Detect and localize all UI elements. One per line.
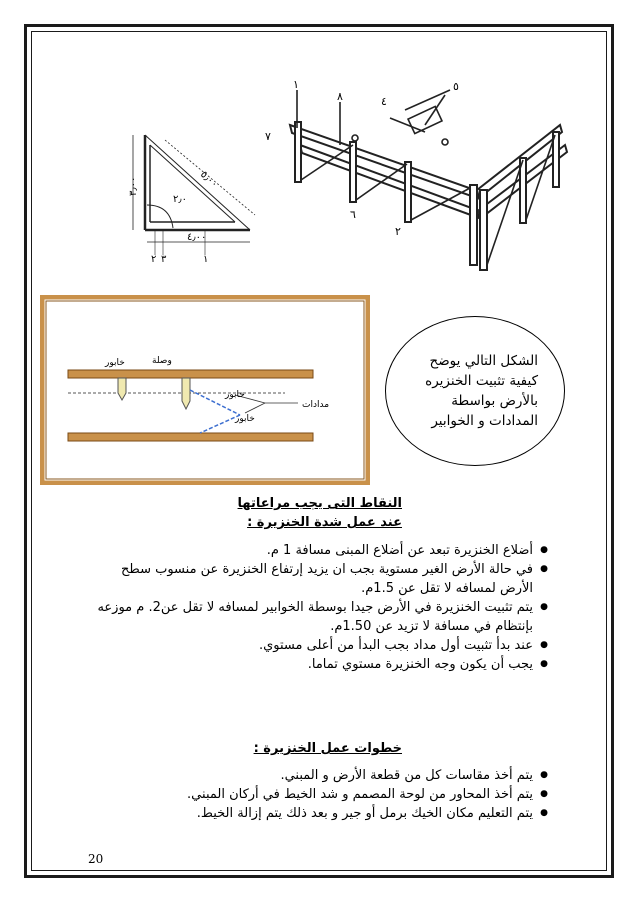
corner-label-1: ١: [293, 78, 299, 91]
list-item: ● عند بدأ تثبيت أول مداد بجب البدأ من أعلى مستوي.: [88, 636, 548, 655]
stakes-braces-figure: [40, 295, 370, 485]
list-item: ● يجب أن يكون وجه الخنزيرة مستوي تماما.: [88, 655, 548, 674]
list-item: ● يتم التعليم مكان الخيك برمل أو جير و بعد ذلك يتم إزالة الخيط.: [88, 804, 548, 823]
triangle-side-label: ٣٫٠٠: [128, 176, 139, 196]
page-number: 20: [88, 852, 104, 866]
oval-note-text: الشكل التالي يوضح كيفية تثبيت الخنزيره بالأرض بواسطة المدادات و الخوابير: [425, 353, 538, 429]
braces-label: مدادات: [302, 400, 330, 410]
triangle-num-1: ١: [203, 254, 209, 265]
triangle-num-3: ٣: [161, 254, 167, 265]
section2-list: [88, 766, 548, 823]
triangle-base-label: ٤٫٠٠: [187, 232, 207, 243]
batter-board-corner-figure: [255, 60, 575, 275]
corner-label-6: ٦: [350, 208, 356, 221]
corner-label-5: ٥: [453, 80, 459, 93]
section1-title: النقاط التى يجب مراعاتها: [237, 496, 402, 511]
brace2-label: خابور: [235, 414, 255, 424]
triangle-num-2: ٢: [151, 254, 157, 265]
list-item: ● يتم أخذ مقاسات كل من قطعة الأرض و المبني.: [88, 766, 548, 785]
figure-caption-oval: [385, 316, 565, 466]
triangle-diagonal-label: ٥٫٠٠: [197, 169, 220, 191]
list-item: ● يتم تثبيت الخنزيرة في الأرض جيدا بوسطة الخوابير لمسافه لا تقل عن2. م موزعه بإنتظام في مسافة لا تزيد عن 1.50م.: [88, 598, 548, 636]
section1-subtitle: عند عمل شدة الخنزيرة :: [247, 515, 402, 530]
list-item: ● أضلاع الخنزيرة تبعد عن أضلاع المبنى مسافة 1 م.: [88, 541, 548, 560]
corner-label-8: ٨: [337, 90, 343, 103]
brace1-label: خابور: [225, 390, 245, 400]
list-item: ● في حالة الأرض الغير مستوية بجب ان يزيد إرتفاع الخنزيرة عن منسوب سطح الأرض لمسافه لا تقل عن 1.5م.: [88, 560, 548, 598]
triangle-small-label: ٢٫٠: [173, 194, 187, 205]
connection-label: وصلة: [152, 356, 172, 366]
corner-label-2: ٢: [395, 225, 401, 238]
corner-label-4: ٤: [381, 95, 387, 108]
list-item: ● يتم أخذ المحاور من لوحة المصمم و شد الخيط في أركان المبني.: [88, 785, 548, 804]
section1-list: [88, 541, 548, 674]
corner-label-7: ٧: [265, 130, 271, 143]
triangle-345-figure: [125, 130, 265, 265]
section2-title: خطوات عمل الخنزيرة :: [253, 741, 402, 756]
stake-label: خابور: [105, 358, 125, 368]
